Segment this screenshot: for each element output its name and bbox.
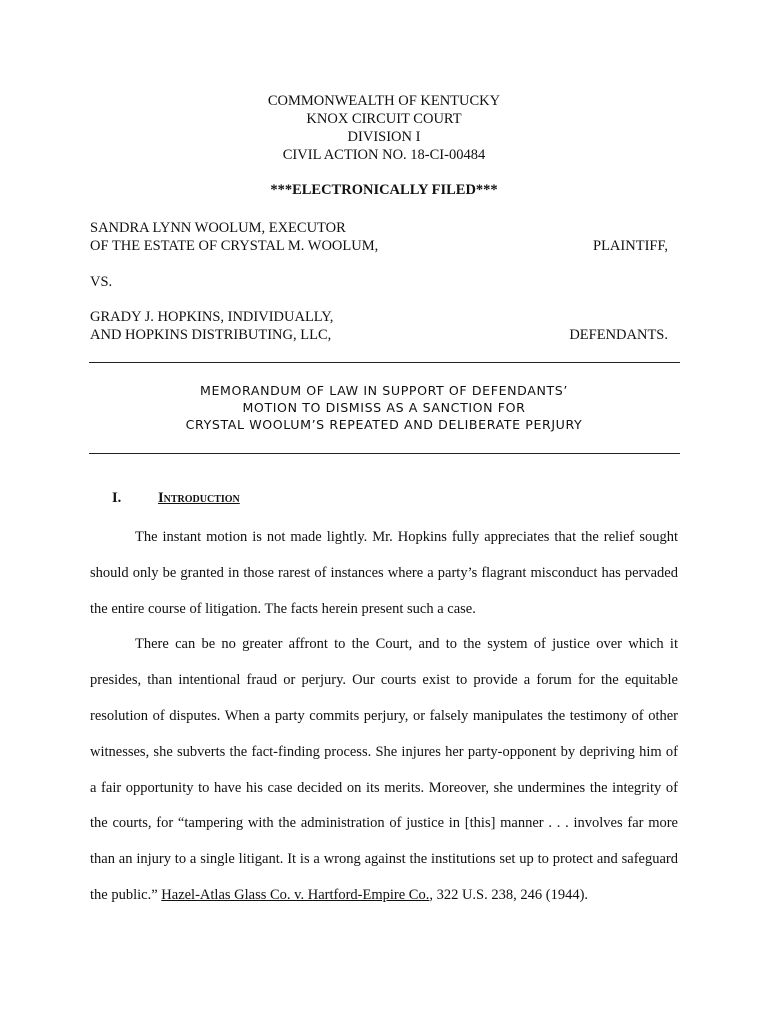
top-divider: [89, 362, 680, 363]
paragraph-2: [90, 627, 678, 913]
memo-title-line2: MOTION TO DISMISS AS A SANCTION FOR: [242, 400, 526, 415]
citation-reporter: , 322 U.S. 238, 246 (1944).: [429, 886, 589, 903]
caption-commonwealth: COMMONWEALTH OF KENTUCKY: [267, 93, 501, 109]
caption-court: KNOX CIRCUIT COURT: [306, 111, 462, 127]
section-heading: [112, 490, 240, 507]
plaintiff-name: SANDRA LYNN WOOLUM, EXECUTOR: [90, 220, 346, 236]
plaintiff-name-line1: [90, 219, 668, 237]
plaintiff-name-line2: [90, 237, 668, 255]
memo-title-line1: MEMORANDUM OF LAW IN SUPPORT OF DEFENDANTS’: [200, 383, 568, 398]
case-citation: Hazel-Atlas Glass Co. v. Hartford-Empire Co.: [161, 886, 430, 903]
section-title: Introduction: [158, 490, 240, 506]
defendant-company: AND HOPKINS DISTRIBUTING, LLC,: [90, 327, 332, 343]
versus: VS.: [90, 274, 113, 290]
caption-case-number: CIVIL ACTION NO. 18-CI-00484: [282, 147, 486, 163]
bottom-divider: [89, 453, 680, 454]
defendant-name-line2: [90, 326, 668, 344]
electronically-filed-notice: ***ELECTRONICALLY FILED***: [270, 182, 498, 198]
defendant-name: GRADY J. HOPKINS, INDIVIDUALLY,: [90, 309, 334, 325]
section-number: I.: [112, 490, 122, 506]
versus-line: [90, 273, 668, 291]
plaintiff-role: PLAINTIFF,: [593, 238, 668, 254]
memo-title-line3: CRYSTAL WOOLUM’S REPEATED AND DELIBERATE PERJURY: [185, 417, 583, 432]
paragraph-2-text: There can be no greater affront to the Court, and to the system of justice over which it presides, than intentional fraud or perjury. Our courts exist to provide a forum for the equitable resolution of disputes. When a party commits perjury, or falsely manipulates the testimony of other witnesses, she subverts the fact-finding process. She injures her party-opponent by depriving him of a fair opportunity to have his case decided on its merits. Moreover, she undermines the integrity of the courts, for “tampering with the administration of justice in [this] manner . . . involves far more than an injury to a single litigant. It is a wrong against the institutions set up to protect and safeguard the public.”: [90, 636, 678, 903]
plaintiff-estate: OF THE ESTATE OF CRYSTAL M. WOOLUM,: [90, 238, 379, 254]
memorandum-title: [0, 382, 768, 433]
body-text: [90, 520, 678, 914]
paragraph-1: The instant motion is not made lightly. Mr. Hopkins fully appreciates that the relief sought should only be granted in those rarest of instances where a party’s flagrant misconduct has pervaded the entire course of litigation. The facts herein present such a case.: [90, 529, 678, 617]
caption-division: DIVISION I: [347, 129, 421, 145]
court-caption: [0, 92, 768, 164]
defendant-name-line1: [90, 308, 668, 326]
defendant-role: DEFENDANTS.: [569, 327, 668, 343]
